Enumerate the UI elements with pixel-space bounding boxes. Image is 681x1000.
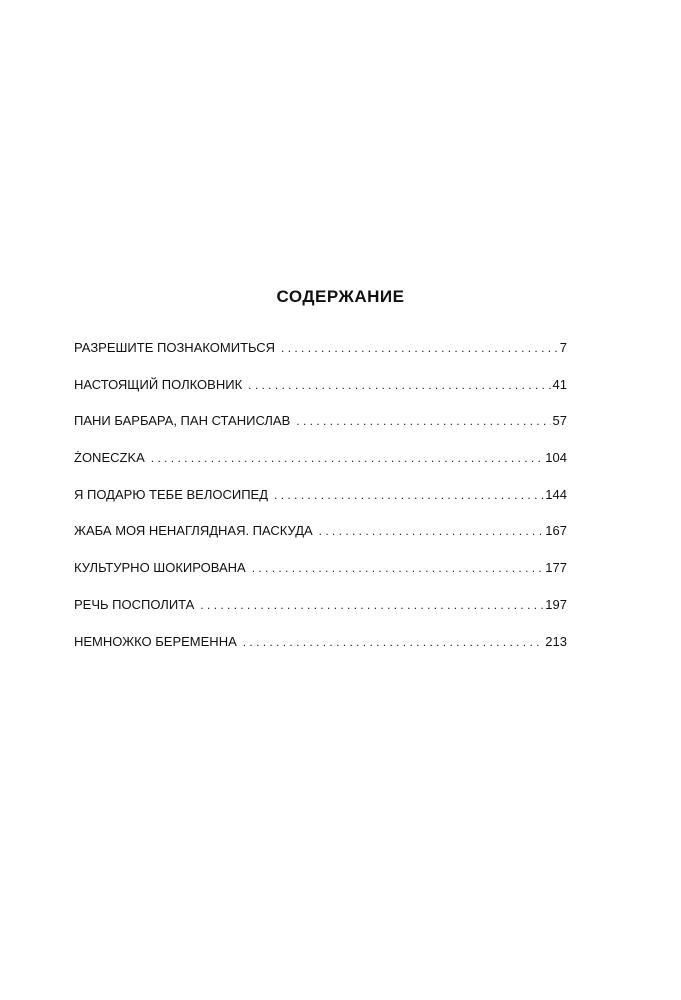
toc-entry-page: 7 [559,340,567,355]
toc-entry-page: 144 [545,486,567,502]
toc-entry [74,413,567,450]
dot-leader [151,451,544,465]
dot-leader [281,341,558,355]
toc-entry-title: НЕМНОЖКО БЕРЕМЕННА [74,633,237,649]
dot-leader [200,598,543,612]
toc-entry-title: РЕЧЬ ПОСПОЛИТА [74,596,195,612]
toc-list [74,340,567,670]
toc-entry-title: КУЛЬТУРНО ШОКИРОВАНА [74,560,246,576]
toc-entry-title: Я ПОДАРЮ ТЕБЕ ВЕЛОСИПЕД [74,486,269,502]
toc-entry-title: ЖАБА МОЯ НЕНАГЛЯДНАЯ. ПАСКУДА [74,523,313,539]
dot-leader [274,488,543,502]
dot-leader [248,378,550,392]
toc-entry-page: 213 [545,633,567,649]
toc-entry [74,523,567,560]
toc-entry-page: 177 [545,560,567,576]
toc-entry [74,634,567,671]
dot-leader [243,635,544,649]
toc-entry [74,597,567,634]
toc-entry [74,340,567,377]
toc-entry-title: ŻONECZKA [74,450,145,466]
toc-entry-page: 57 [552,413,567,429]
toc-entry-page: 104 [545,450,567,466]
toc-entry [74,487,567,524]
toc-entry-title: НАСТОЯЩИЙ ПОЛКОВНИК [74,376,243,392]
toc-entry-page: 41 [552,376,567,392]
toc-entry [74,560,567,597]
dot-leader [252,561,544,575]
dot-leader [319,524,544,538]
toc-entry-page: 167 [545,523,567,539]
toc-entry-title: ПАНИ БАРБАРА, ПАН СТАНИСЛАВ [74,413,291,429]
toc-entry-page: 197 [545,596,567,612]
toc-heading: СОДЕРЖАНИЕ [276,287,405,306]
toc-entry [74,377,567,414]
toc-entry [74,450,567,487]
dot-leader [296,414,550,428]
toc-entry-title: РАЗРЕШИТЕ ПОЗНАКОМИТЬСЯ [74,340,276,355]
